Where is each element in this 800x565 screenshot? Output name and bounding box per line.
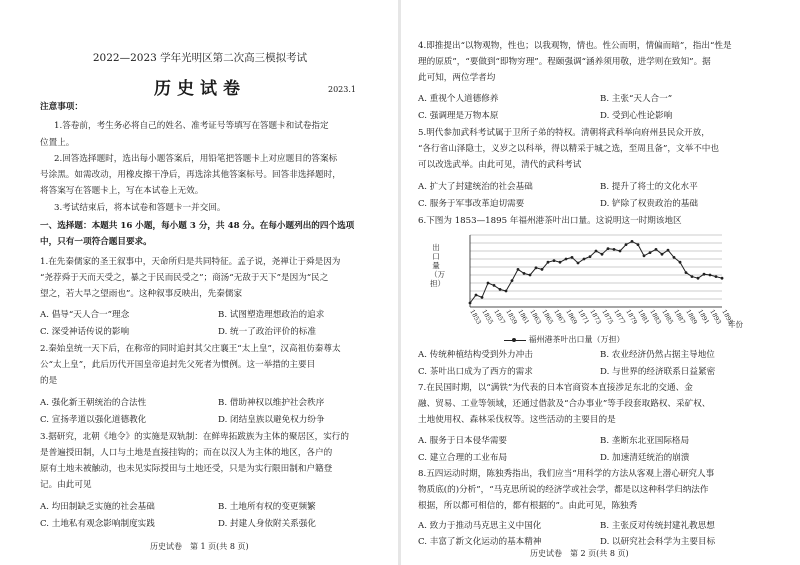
chart-x-tick-label: 1857 bbox=[492, 308, 507, 326]
chart-point bbox=[559, 261, 562, 264]
page-footer-left: 历史试卷 第 1 页(共 8 页) bbox=[150, 542, 249, 551]
q2-option-c[interactable]: C. 宣扬孝道以强化道德教化 bbox=[40, 415, 147, 425]
chart-x-axis-label: 年份 bbox=[728, 320, 743, 329]
q2-option-a[interactable]: A. 强化新王朝统治的合法性 bbox=[40, 398, 147, 408]
q1-stem: 1.在先秦儒家的圣王叙事中，天命所归是共同特征。孟子说，尧禅让于舜是因为 bbox=[40, 257, 341, 267]
chart-x-tick-label: 1863 bbox=[528, 308, 543, 326]
q1-option-c[interactable]: C. 深受神话传说的影响 bbox=[40, 327, 130, 337]
q1-stem: “尧荐舜于天而天受之，暴之于民而民受之”；商汤“无敌于天下”是因为“民之 bbox=[40, 273, 329, 283]
tea-export-chart bbox=[460, 229, 770, 339]
q5-stem: 5.明代参加武科考试属于卫所子弟的特权。清朝将武科举向府州县民众开放， bbox=[418, 128, 710, 138]
q5-option-d[interactable]: D. 铲除了权贵政治的基础 bbox=[600, 199, 698, 209]
q5-stem: 可以改选武举。由此可见，清代的武科考试 bbox=[418, 160, 582, 170]
chart-point bbox=[679, 261, 682, 264]
q7-stem: 7.在民国时期，以“满铁”为代表的日本官商资本直接涉足东北的交通、金 bbox=[418, 383, 693, 393]
q6-option-b[interactable]: B. 农业经济仍然占据主导地位 bbox=[600, 350, 715, 360]
q3-stem: 3.据研究，北朝《地令》的实施是双轨制：在鲜卑拓跋族为主体的聚居区，实行的 bbox=[40, 432, 349, 442]
q1-option-a[interactable]: A. 倡导“天人合一”理念 bbox=[40, 310, 130, 320]
q7-option-d[interactable]: D. 加速清廷统治的崩溃 bbox=[600, 453, 690, 463]
chart-x-tick-label: 1855 bbox=[480, 308, 495, 326]
q4-stem: 此可知，两位学者均 bbox=[418, 73, 496, 83]
chart-point bbox=[529, 274, 532, 277]
page-right bbox=[400, 0, 800, 565]
q7-option-c[interactable]: C. 建立合理的工业布局 bbox=[418, 453, 508, 463]
chart-point bbox=[697, 277, 700, 280]
q6-stem: 6.下图为 1853—1895 年福州港茶叶出口量。这说明这一时期该地区 bbox=[418, 216, 682, 226]
note-line: 号涂黑。如需改动，用橡皮擦干净后，再选涂其他答案标号。回答非选择题时， bbox=[40, 170, 341, 180]
chart-x-tick-label: 1885 bbox=[660, 308, 675, 326]
chart-point bbox=[499, 288, 502, 291]
q6-option-a[interactable]: A. 传统种植结构受到外力冲击 bbox=[418, 350, 533, 360]
chart-point bbox=[721, 277, 724, 280]
exam-date: 2023.1 bbox=[328, 85, 356, 94]
chart-point bbox=[577, 262, 580, 265]
chart-point bbox=[517, 268, 520, 271]
chart-legend bbox=[504, 334, 625, 345]
q7-stem: 土地使用权、森林采伐权等。这些活动的主要目的是 bbox=[418, 415, 616, 425]
chart-point bbox=[691, 275, 694, 278]
exam-title: 2022—2023 学年光明区第二次高三模拟考试 bbox=[92, 52, 308, 64]
q3-option-c[interactable]: C. 土地私有观念影响制度实践 bbox=[40, 519, 155, 529]
q6-option-d[interactable]: D. 与世界的经济联系日益紧密 bbox=[600, 367, 716, 377]
notes-title: 注意事项： bbox=[40, 102, 83, 112]
q2-option-d[interactable]: D. 闭结皇族以避免权力纷争 bbox=[218, 415, 325, 425]
chart-point bbox=[523, 272, 526, 275]
chart-point bbox=[475, 294, 478, 297]
q8-option-a[interactable]: A. 致力于推动马克思主义中国化 bbox=[418, 521, 542, 531]
q4-stem: 4.即推提出“以物观物，性也；以我观物，情也。性公而明，情偏而暗”，指出“性是 bbox=[418, 41, 732, 51]
q3-stem: 原有土地未被触动，也未见实际授田与土地还受，只是为实行限田制和户籍登 bbox=[40, 464, 333, 474]
chart-point bbox=[595, 250, 598, 253]
chart-point bbox=[637, 243, 640, 246]
q3-option-d[interactable]: D. 封建人身依附关系强化 bbox=[218, 519, 316, 529]
chart-point bbox=[667, 249, 670, 252]
chart-point bbox=[541, 268, 544, 271]
chart-point bbox=[583, 258, 586, 261]
chart-x-tick-label: 1861 bbox=[516, 308, 531, 326]
chart-x-tick-label: 1889 bbox=[684, 308, 699, 326]
q4-option-c[interactable]: C. 强调理是万物本原 bbox=[418, 111, 499, 121]
chart-x-tick-label: 1887 bbox=[672, 308, 687, 326]
chart-x-tick-label: 1865 bbox=[540, 308, 555, 326]
q4-option-d[interactable]: D. 受到心性论影响 bbox=[600, 111, 673, 121]
chart-point bbox=[649, 251, 652, 254]
chart-point bbox=[469, 302, 472, 305]
q8-stem: 8.五四运动时期，陈独秀指出，我们应当“用科学的方法从客观上潜心研究人事 bbox=[418, 469, 715, 479]
q5-option-b[interactable]: B. 提升了将士的文化水平 bbox=[600, 182, 698, 192]
section-heading: 中，只有一项符合题目要求。 bbox=[40, 237, 152, 247]
chart-point bbox=[571, 256, 574, 259]
chart-point bbox=[505, 290, 508, 293]
chart-point bbox=[703, 273, 706, 276]
note-line: 1.答卷前，考生务必将自己的姓名、准考证号等填写在答题卡和试卷指定 bbox=[54, 121, 329, 131]
q5-option-c[interactable]: C. 服务于军事改革迫切需要 bbox=[418, 199, 525, 209]
q3-stem: 记。由此可见 bbox=[40, 480, 92, 490]
chart-point bbox=[565, 258, 568, 261]
chart-point bbox=[613, 248, 616, 251]
q8-stem: 根据，所以都可相信的，都有根据的”。由此可见，陈独秀 bbox=[418, 501, 638, 511]
chart-point bbox=[709, 274, 712, 277]
chart-x-tick-label: 1869 bbox=[564, 308, 579, 326]
q8-option-b[interactable]: B. 主张反对传统封建礼教思想 bbox=[600, 521, 715, 531]
chart-x-tick-label: 1893 bbox=[708, 308, 723, 326]
chart-x-tick-label: 1873 bbox=[588, 308, 603, 326]
chart-point bbox=[661, 253, 664, 256]
q5-option-a[interactable]: A. 扩大了封建统治的社会基础 bbox=[418, 182, 533, 192]
q7-stem: 融、贸易、工业等领域，还通过借款及“合办事业”等手段套取路权、采矿权、 bbox=[418, 399, 711, 409]
chart-point bbox=[625, 243, 628, 246]
note-line: 2.回答选择题时，选出每小题答案后，用铅笔把答题卡上对应题目的答案标 bbox=[54, 154, 338, 164]
chart-point bbox=[619, 250, 622, 253]
q1-option-b[interactable]: B. 试图塑造理想政治的追求 bbox=[218, 310, 325, 320]
chart-x-tick-label: 1875 bbox=[600, 308, 615, 326]
chart-point bbox=[493, 284, 496, 287]
subject-title: 历史试卷 bbox=[154, 79, 246, 99]
chart-point bbox=[601, 253, 604, 256]
chart-x-tick-label: 1867 bbox=[552, 308, 567, 326]
note-line: 将答案写在答题卡上，写在本试卷上无效。 bbox=[40, 186, 204, 196]
chart-point bbox=[589, 255, 592, 258]
q2-stem: 的是 bbox=[40, 376, 58, 386]
q7-option-a[interactable]: A. 服务于日本侵华需要 bbox=[418, 436, 508, 446]
q8-option-d[interactable]: D. 以研究社会科学为主要目标 bbox=[600, 537, 716, 547]
chart-point bbox=[643, 254, 646, 257]
chart-x-tick-label: 1879 bbox=[624, 308, 639, 326]
q2-stem: 公“太上皇”，此后历代开国皇帝追封先父死者为惯例。这一举措的主要目 bbox=[40, 360, 316, 370]
chart-point bbox=[487, 282, 490, 285]
q2-stem: 2.秦始皇统一天下后，在称帝的同时追封其父庄襄王“太上皇”，汉高祖仿秦尊太 bbox=[40, 344, 341, 354]
q3-option-b[interactable]: B. 土地所有权的变更频繁 bbox=[218, 502, 316, 512]
chart-x-tick-label: 1881 bbox=[636, 308, 651, 326]
chart-legend-label: 福州港茶叶出口量（万担） bbox=[528, 335, 625, 344]
q4-option-b[interactable]: B. 主张“天人合一” bbox=[600, 94, 673, 104]
q3-stem: 是普遍授田制，人口与土地是直接挂钩的；而在以汉人为主体的地区，各户的 bbox=[40, 448, 333, 458]
chart-x-tick-label: 1859 bbox=[504, 308, 519, 326]
chart-point bbox=[631, 240, 634, 243]
chart-x-tick-label: 1891 bbox=[696, 308, 711, 326]
chart-point bbox=[511, 279, 514, 282]
chart-point bbox=[553, 259, 556, 262]
note-line: 位置上。 bbox=[40, 138, 75, 148]
chart-point bbox=[685, 271, 688, 274]
q8-option-c[interactable]: C. 丰富了新文化运动的基本精神 bbox=[418, 537, 542, 547]
q4-stem: 理的原质”，“要做到“即物穷理”。程颐强调“涵养须用敬，进学则在致知”。据 bbox=[418, 57, 711, 67]
chart-point bbox=[607, 247, 610, 250]
chart-x-tick-label: 1883 bbox=[648, 308, 663, 326]
chart-point bbox=[673, 256, 676, 259]
q7-option-b[interactable]: B. 垄断东北亚国际格局 bbox=[600, 436, 690, 446]
q1-option-d[interactable]: D. 统一了政治评价的标准 bbox=[218, 327, 316, 337]
chart-x-tick-label: 1877 bbox=[612, 308, 627, 326]
note-line: 3.考试结束后，将本试卷和答题卡一并交回。 bbox=[54, 203, 226, 213]
q3-option-a[interactable]: A. 均田制缺乏实施的社会基础 bbox=[40, 502, 155, 512]
chart-point bbox=[715, 275, 718, 278]
chart-point bbox=[481, 296, 484, 299]
q8-stem: 物质底(的)分析”，“马克思所说的经济学或社会学，都是以这种科学归纳法作 bbox=[418, 485, 709, 495]
chart-y-axis-label: 出口量（万担） bbox=[430, 243, 445, 288]
q6-option-c[interactable]: C. 茶叶出口成为了西方的需求 bbox=[418, 367, 533, 377]
section-heading: 一、选择题：本题共 16 小题，每小题 3 分，共 48 分。在每小题列出的四个选项 bbox=[40, 221, 355, 231]
page-footer-right: 历史试卷 第 2 页(共 8 页) bbox=[530, 549, 629, 558]
q1-stem: 望之，若大旱之望雨也”。这种叙事反映出，先秦儒家 bbox=[40, 289, 243, 299]
q5-stem: “各行省山泽隐士，义岁之以科举，得以精采于城之选，至周且备”，文举不中也 bbox=[418, 144, 719, 154]
chart-point bbox=[547, 261, 550, 264]
chart-x-tick-label: 1895 bbox=[720, 308, 735, 326]
chart-x-tick-label: 1871 bbox=[576, 308, 591, 326]
chart-x-tick-label: 1853 bbox=[468, 308, 483, 326]
q2-option-b[interactable]: B. 借助神权以维护社会秩序 bbox=[218, 398, 325, 408]
chart-point bbox=[655, 248, 658, 251]
q4-option-a[interactable]: A. 重视个人道德修养 bbox=[418, 94, 499, 104]
chart-point bbox=[535, 266, 538, 269]
